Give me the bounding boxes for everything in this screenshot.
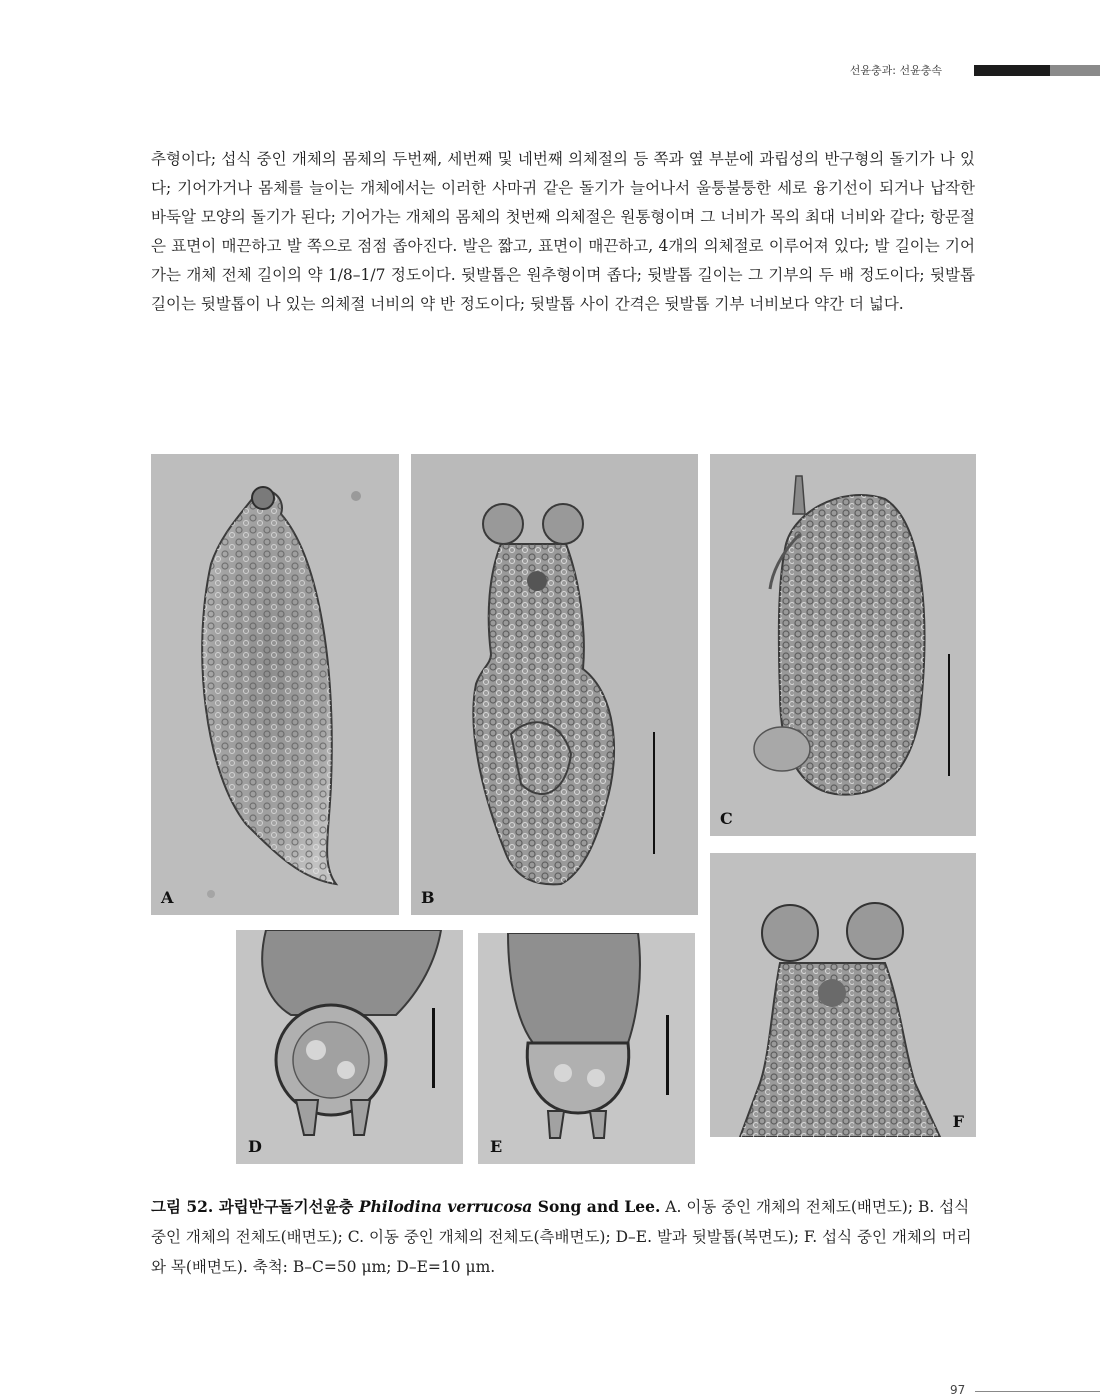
micrograph-e bbox=[478, 933, 695, 1164]
header-bar-grey bbox=[1050, 65, 1100, 76]
panel-label-e: E bbox=[490, 1137, 503, 1156]
caption-lead: 그림 52. 과립반구돌기선윤충 bbox=[151, 1197, 359, 1216]
panel-label-d: D bbox=[248, 1137, 262, 1156]
caption-authors: Song and Lee. bbox=[532, 1197, 661, 1216]
figure-panel-c bbox=[710, 454, 976, 836]
panel-label-c: C bbox=[720, 809, 733, 828]
footer-rule bbox=[975, 1391, 1100, 1392]
scale-bar-c bbox=[948, 654, 950, 776]
caption-species: Philodina verrucosa bbox=[358, 1197, 533, 1216]
figure-panel-b bbox=[411, 454, 698, 915]
page-number: 97 bbox=[950, 1383, 966, 1397]
scale-bar-e bbox=[666, 1015, 669, 1095]
micrograph-f bbox=[710, 853, 976, 1137]
scale-bar-d bbox=[432, 1008, 435, 1088]
micrograph-d bbox=[236, 930, 463, 1164]
figure-caption bbox=[151, 1192, 975, 1282]
panel-label-b: B bbox=[421, 888, 435, 907]
caption-text: A. 이동 중인 개체의 전체도(배면도); B. 섭식 중인 개체의 전체도(배면도); C. 이동 중인 개체의 전체도(측배면도); D–E. 발과 뒷발톱(복면도); F. 섭식 중인 개체의 머리와 목(배면도). 축척: B–C=50 μm; D–E=10 μm. bbox=[151, 1198, 972, 1276]
figure-panel-e bbox=[478, 933, 695, 1164]
micrograph-c bbox=[710, 454, 976, 836]
figure-panel-f bbox=[710, 853, 976, 1137]
panel-label-f: F bbox=[952, 1112, 964, 1131]
body-paragraph: 추형이다; 섭식 중인 개체의 몸체의 두번째, 세번째 및 네번째 의체절의 등 쪽과 옆 부분에 과립성의 반구형의 돌기가 나 있다; 기어가거나 몸체를 늘이는 개체에서는 이러한 사마귀 같은 돌기가 늘어나서 울퉁불퉁한 세로 융기선이 되거나 납작한 바둑알 모양의 돌기가 된다; 기어가는 개체의 몸체의 첫번째 의체절은 원통형이며 그 너비가 목의 최대 너비와 같다; 항문절은 표면이 매끈하고 발 쪽으로 점점 좁아진다. 발은 짧고, 표면이 매끈하고, 4개의 의체절로 이루어져 있다; 발 길이는 기어가는 개체 전체 길이의 약 1/8–1/7 정도이다. 뒷발톱은 원추형이며 좁다; 뒷발톱 길이는 그 기부의 두 배 정도이다; 뒷발톱 길이는 뒷발톱이 나 있는 의체절 너비의 약 반 정도이다; 뒷발톱 사이 간격은 뒷발톱 기부 너비보다 약간 더 넓다. bbox=[151, 150, 975, 313]
figure-panel-d bbox=[236, 930, 463, 1164]
header-bar-dark bbox=[974, 65, 1050, 76]
figure-panel-a bbox=[151, 454, 399, 915]
micrograph-a bbox=[151, 454, 399, 915]
section-title: 선윤충과: 선윤충속 bbox=[849, 64, 942, 77]
panel-label-a: A bbox=[161, 888, 174, 907]
running-header bbox=[0, 62, 1100, 78]
scale-bar-b bbox=[653, 732, 655, 854]
